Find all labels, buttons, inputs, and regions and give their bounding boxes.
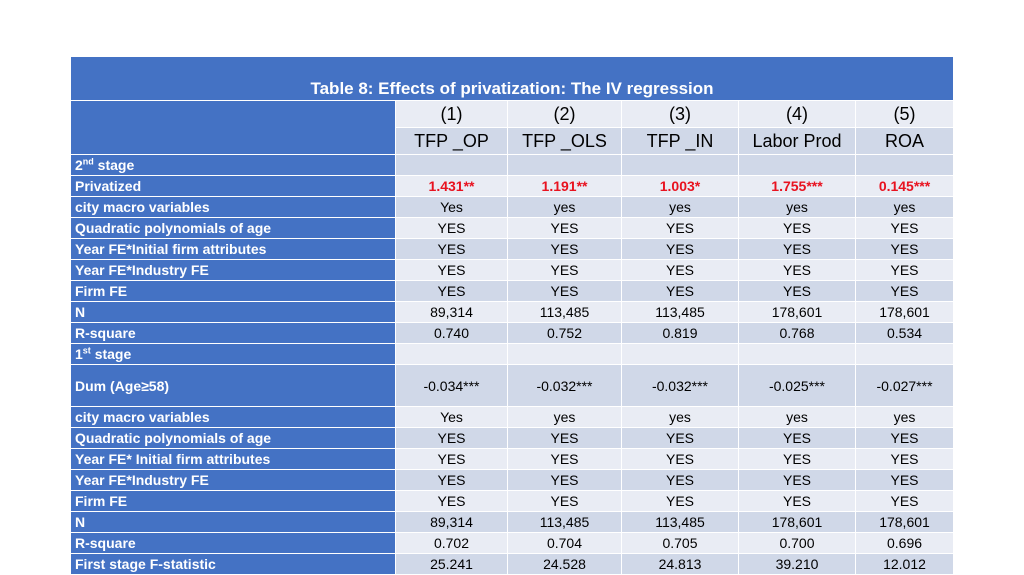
value-cell: 0.768 [739,323,856,344]
coefficient-cell: 1.003* [622,176,739,197]
value-cell: YES [856,449,954,470]
table-row [71,302,954,323]
value-cell: 0.740 [396,323,508,344]
value-cell: YES [856,260,954,281]
empty-cell [396,344,508,365]
value-cell: YES [508,218,622,239]
stage-label-superscript: nd [82,156,94,167]
regression-table [70,56,954,575]
value-cell: YES [622,239,739,260]
value-cell: YES [856,428,954,449]
table-row [71,197,954,218]
empty-cell [508,155,622,176]
stage-label-superscript: st [82,345,91,356]
value-cell: YES [622,428,739,449]
row-label: Quadratic polynomials of age [71,218,396,239]
value-cell: 178,601 [856,302,954,323]
stage-label-number: 1 [75,346,83,362]
value-cell: yes [508,407,622,428]
value-cell: -0.027*** [856,365,954,407]
column-name: TFP _OLS [508,128,622,155]
column-number: (2) [508,101,622,128]
value-cell: yes [622,407,739,428]
row-label: Year FE*Industry FE [71,260,396,281]
table-row [71,365,954,407]
value-cell: 24.528 [508,554,622,575]
value-cell: YES [739,428,856,449]
value-cell: YES [508,491,622,512]
value-cell: yes [856,407,954,428]
empty-cell [739,155,856,176]
column-number: (3) [622,101,739,128]
value-cell: YES [739,470,856,491]
value-cell: 25.241 [396,554,508,575]
value-cell: YES [396,491,508,512]
table-row [71,512,954,533]
value-cell: 113,485 [622,512,739,533]
column-name: TFP _IN [622,128,739,155]
value-cell: YES [396,470,508,491]
value-cell: YES [739,491,856,512]
value-cell: 0.704 [508,533,622,554]
value-cell: 0.752 [508,323,622,344]
row-label: Year FE* Initial firm attributes [71,449,396,470]
table-row [71,491,954,512]
table-row [71,470,954,491]
value-cell: YES [739,218,856,239]
row-label: Year FE*Initial firm attributes [71,239,396,260]
stage-label-text: stage [93,157,135,173]
value-cell: YES [508,428,622,449]
empty-cell [856,344,954,365]
value-cell: 89,314 [396,512,508,533]
row-label: N [71,302,396,323]
value-cell: YES [739,260,856,281]
title-row [71,57,954,101]
value-cell: 39.210 [739,554,856,575]
value-cell: YES [856,470,954,491]
value-cell: yes [508,197,622,218]
value-cell: yes [739,407,856,428]
value-cell: YES [856,491,954,512]
coefficient-cell: 0.145*** [856,176,954,197]
empty-cell [622,155,739,176]
row-label: First stage F-statistic [71,554,396,575]
value-cell: 0.705 [622,533,739,554]
value-cell: Yes [396,197,508,218]
stage-header-row [71,155,954,176]
column-name: ROA [856,128,954,155]
value-cell: YES [622,449,739,470]
value-cell: YES [622,281,739,302]
value-cell: YES [622,470,739,491]
table-row [71,176,954,197]
table-row [71,428,954,449]
value-cell: 89,314 [396,302,508,323]
row-label: Firm FE [71,491,396,512]
row-label: R-square [71,533,396,554]
value-cell: YES [508,449,622,470]
value-cell: 113,485 [508,512,622,533]
value-cell: YES [396,260,508,281]
stage-label [71,155,396,176]
value-cell: 0.700 [739,533,856,554]
value-cell: YES [856,239,954,260]
value-cell: YES [508,470,622,491]
table-title: Table 8: Effects of privatization: The IV regression [71,57,954,101]
row-label: city macro variables [71,197,396,218]
value-cell: YES [396,218,508,239]
value-cell: YES [508,281,622,302]
empty-cell [856,155,954,176]
value-cell: YES [856,281,954,302]
value-cell: 12.012 [856,554,954,575]
column-name: TFP _OP [396,128,508,155]
value-cell: -0.032*** [622,365,739,407]
table-row [71,554,954,575]
row-label: Privatized [71,176,396,197]
value-cell: 178,601 [856,512,954,533]
coefficient-cell: 1.431** [396,176,508,197]
row-label: N [71,512,396,533]
coefficient-cell: 1.755*** [739,176,856,197]
value-cell: -0.032*** [508,365,622,407]
coefficient-cell: 1.191** [508,176,622,197]
column-name: Labor Prod [739,128,856,155]
value-cell: -0.025*** [739,365,856,407]
value-cell: 178,601 [739,302,856,323]
stage-label-text: stage [90,346,132,362]
table-row [71,323,954,344]
row-label: city macro variables [71,407,396,428]
column-number: (5) [856,101,954,128]
table-row [71,218,954,239]
value-cell: 24.813 [622,554,739,575]
value-cell: 178,601 [739,512,856,533]
value-cell: YES [622,218,739,239]
empty-cell [739,344,856,365]
empty-cell [396,155,508,176]
empty-cell [508,344,622,365]
value-cell: -0.034*** [396,365,508,407]
value-cell: YES [396,281,508,302]
value-cell: 0.702 [396,533,508,554]
column-number: (4) [739,101,856,128]
value-cell: 113,485 [622,302,739,323]
empty-cell [622,344,739,365]
value-cell: YES [739,281,856,302]
table-row [71,533,954,554]
table-row [71,281,954,302]
value-cell: YES [856,218,954,239]
column-number-row [71,101,954,128]
value-cell: Yes [396,407,508,428]
value-cell: YES [508,239,622,260]
header-corner [71,101,396,155]
value-cell: 0.696 [856,533,954,554]
stage-label-number: 2 [75,157,83,173]
value-cell: YES [396,239,508,260]
table-row [71,260,954,281]
row-label: Year FE*Industry FE [71,470,396,491]
row-label: Quadratic polynomials of age [71,428,396,449]
stage-label [71,344,396,365]
value-cell: yes [739,197,856,218]
value-cell: yes [622,197,739,218]
value-cell: 0.819 [622,323,739,344]
value-cell: YES [739,449,856,470]
row-label: Firm FE [71,281,396,302]
row-label: Dum (Age≥58) [71,365,396,407]
table-row [71,407,954,428]
value-cell: yes [856,197,954,218]
column-number: (1) [396,101,508,128]
value-cell: YES [739,239,856,260]
table-row [71,449,954,470]
row-label: R-square [71,323,396,344]
value-cell: 113,485 [508,302,622,323]
value-cell: YES [622,260,739,281]
value-cell: YES [396,428,508,449]
value-cell: 0.534 [856,323,954,344]
value-cell: YES [622,491,739,512]
value-cell: YES [508,260,622,281]
table-row [71,239,954,260]
stage-header-row [71,344,954,365]
value-cell: YES [396,449,508,470]
